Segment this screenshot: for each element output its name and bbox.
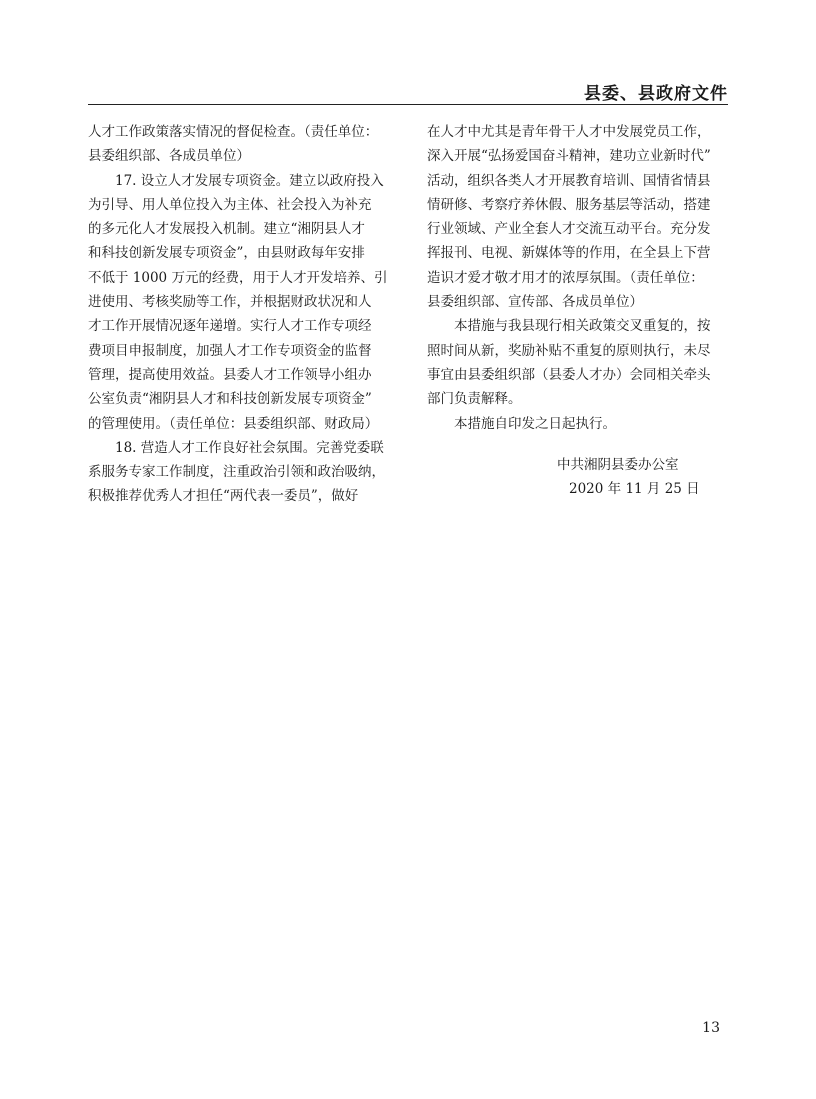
text-line: 的管理使用。（责任单位：县委组织部、财政局）	[88, 415, 379, 432]
text-line: 深入开展“弘扬爱国奋斗精神，建功立业新时代”	[427, 148, 711, 165]
text-line: 人才工作政策落实情况的督促检查。（责任单位：	[88, 124, 379, 140]
header-rule	[88, 104, 728, 105]
running-header-title: 县委、县政府文件	[584, 84, 728, 104]
text-line: 费项目申报制度，加强人才工作专项资金的监督	[88, 342, 372, 359]
text-line: 的多元化人才发展投入机制。建立“湘阴县人才	[88, 221, 365, 238]
issue-date: 2020 年 11 月 25 日	[569, 481, 700, 498]
section-18-heading-line: 18. 营造人才工作良好社会氛围。完善党委联	[115, 439, 384, 456]
text-line: 进使用、考核奖励等工作，并根据财政状况和人	[88, 294, 372, 311]
text-line: 事宜由县委组织部（县委人才办）会同相关牵头	[427, 366, 711, 383]
text-line: 为引导、用人单位投入为主体、社会投入为补充	[88, 196, 372, 213]
text-line: 不低于 1000 万元的经费，用于人才开发培养、引	[88, 269, 388, 286]
page-number: 13	[702, 1020, 720, 1036]
text-line: 才工作开展情况逐年递增。实行人才工作专项经	[88, 318, 372, 335]
right-text-column	[427, 120, 730, 436]
text-line: 县委组织部、各成员单位）	[88, 148, 250, 165]
text-line: 在人才中尤其是青年骨干人才中发展党员工作，	[427, 124, 711, 140]
effective-date-statement: 本措施自印发之日起执行。	[454, 415, 616, 432]
text-line: 和科技创新发展专项资金”，由县财政每年安排	[88, 245, 365, 262]
text-line: 照时间从新，奖励补贴不重复的原则执行，未尽	[427, 342, 711, 359]
text-line: 管理，提高使用效益。县委人才工作领导小组办	[88, 366, 372, 383]
text-line: 活动，组织各类人才开展教育培训、国情省情县	[427, 172, 711, 189]
text-line: 情研修、考察疗养休假、服务基层等活动，搭建	[427, 196, 711, 213]
text-line: 行业领域、产业全套人才交流互动平台。充分发	[427, 221, 711, 238]
signature-block	[557, 453, 700, 502]
text-line: 部门负责解释。	[427, 391, 522, 408]
text-line: 系服务专家工作制度，注重政治引领和政治吸纳，	[88, 464, 385, 481]
issuing-office: 中共湘阴县委办公室	[557, 457, 679, 473]
text-line: 县委组织部、宣传部、各成员单位）	[427, 294, 643, 311]
text-line: 造识才爱才敬才用才的浓厚氛围。（责任单位：	[427, 269, 704, 286]
left-text-column	[88, 120, 391, 509]
text-line: 挥报刊、电视、新媒体等的作用，在全县上下营	[427, 245, 711, 262]
text-line: 公室负责“湘阴县人才和科技创新发展专项资金”	[88, 391, 372, 408]
section-17-heading-line: 17. 设立人才发展专项资金。建立以政府投入	[115, 172, 384, 189]
paragraph-start-line: 本措施与我县现行相关政策交叉重复的，按	[454, 318, 711, 335]
text-line: 积极推荐优秀人才担任“两代表一委员”，做好	[88, 488, 359, 505]
